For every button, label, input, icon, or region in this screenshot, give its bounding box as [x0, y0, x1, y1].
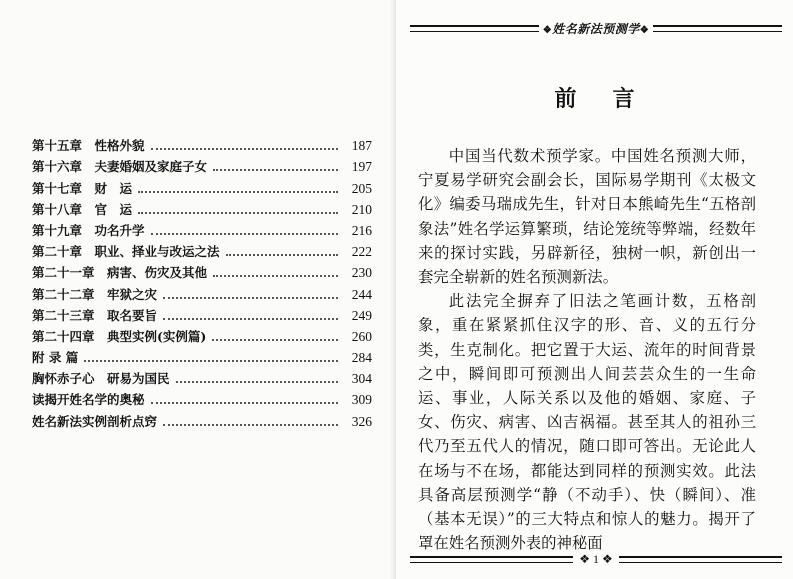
footer-rule-left: [410, 556, 573, 563]
toc-entry: [32, 218, 372, 239]
toc-entry: [32, 387, 372, 408]
left-page: [0, 0, 396, 579]
toc-leader-dots: [176, 381, 338, 383]
toc-leader-dots: [226, 254, 338, 256]
ornament-icon: ❖: [579, 551, 590, 566]
toc-leader-dots: [213, 169, 338, 171]
toc-entry-title: 胸怀赤子心 研易为国民: [32, 371, 170, 387]
toc-leader-dots: [163, 424, 338, 426]
toc-entry-page: 210: [351, 201, 372, 217]
toc-entry: [32, 175, 372, 196]
paragraph: 中国当代数术预学家。中国姓名预测大师，宁夏易学研究会副会长，国际易学期刊《太极文化》编委马瑞成先生，针对日本熊崎先生“五格剖象法”姓名学运算繁琐，结论笼统等弊端，经数年来的探讨实践，另辟新径，独树一帜，新创出一套完全崭新的姓名预测新法。: [418, 147, 756, 287]
toc-entry: [32, 324, 372, 345]
toc-entry-title: 读揭开姓名学的奥秘: [32, 392, 145, 408]
toc-entry-title: 第十六章 夫妻婚姻及家庭子女: [32, 159, 208, 175]
toc-leader-dots: [163, 297, 338, 299]
toc-entry: [32, 408, 372, 429]
toc-entry-page: 222: [351, 244, 372, 260]
toc-entry: [32, 133, 372, 154]
toc-entry: [32, 154, 372, 175]
toc-entry-page: 309: [351, 392, 372, 408]
toc-entry: [32, 345, 372, 366]
ornament-icon: ❖: [602, 551, 613, 566]
page-footer: [410, 553, 782, 565]
toc-leader-dots: [163, 318, 338, 320]
toc-leader-dots: [213, 275, 338, 277]
section-heading: 前言: [554, 86, 671, 112]
toc-entry-title: 附 录 篇: [32, 350, 79, 366]
toc-entry-page: 260: [351, 328, 372, 344]
page-number-group: [573, 552, 619, 567]
toc-entry-title: 第十九章 功名升学: [32, 222, 145, 238]
ornament-icon: ❖: [542, 24, 553, 36]
toc-entry-page: 244: [351, 286, 372, 302]
toc-entry-title: 第二十三章 取名要旨: [32, 307, 158, 323]
toc-entry-page: 205: [351, 180, 372, 196]
toc-leader-dots: [84, 360, 338, 362]
toc-leader-dots: [151, 148, 338, 150]
toc-entry-page: 284: [351, 350, 372, 366]
toc-entry: [32, 197, 372, 218]
toc-entry-title: 第十七章 财 运: [32, 180, 133, 196]
toc-entry: [32, 281, 372, 302]
toc-entry-title: 第二十二章 牢狱之灾: [32, 286, 158, 302]
paragraph: 此法完全摒弃了旧法之笔画计数，五格剖象，重在紧紧抓住汉字的形、音、义的五行分类，生克制化。把它置于大运、流年的时间背景之中，瞬间即可预测出人间芸芸众生的一生命运、事业，人际关系以及他的婚姻、家庭、子女、伤灾、病害、凶吉祸福。甚至其人的祖孙三代乃至五代人的情况，随口即可答出。无论此人在场与不在场，都能达到同样的预测实效。此法具备高层预测学“静（不动手）、快（瞬间）、准（基本无误）”的三大特点和惊人的魅力。揭开了罩在姓名预测外表的神秘面: [418, 292, 756, 553]
toc-entry-page: 304: [351, 371, 372, 387]
toc-entry-page: 326: [351, 413, 372, 429]
toc-entry-page: 197: [351, 159, 372, 175]
toc-leader-dots: [138, 191, 338, 193]
preface-body: [418, 144, 756, 555]
toc-entry-page: 249: [351, 307, 372, 323]
toc-entry-title: 第二十章 职业、择业与改运之法: [32, 244, 220, 260]
toc-entry-title: 姓名新法实例剖析点窍: [32, 413, 158, 429]
toc-leader-dots: [212, 339, 338, 341]
toc-entry: [32, 260, 372, 281]
header-rule-left: [410, 25, 539, 32]
toc-leader-dots: [151, 402, 338, 404]
running-header-title: 姓名新法预测学: [552, 21, 640, 36]
footer-rule-right: [619, 556, 782, 563]
running-header-text: [539, 20, 653, 37]
toc-entry-page: 187: [351, 138, 372, 154]
toc-entry: [32, 303, 372, 324]
toc-entry-title: 第二十四章 典型实例(实例篇): [32, 328, 207, 344]
page-number: 1: [593, 551, 599, 566]
ornament-icon: ❖: [639, 24, 650, 36]
toc-entry-title: 第十五章 性格外貌: [32, 138, 145, 154]
toc-entry: [32, 366, 372, 387]
toc-leader-dots: [151, 233, 338, 235]
toc-entry-page: 216: [351, 222, 372, 238]
toc-entry-title: 第二十一章 病害、伤灾及其他: [32, 265, 208, 281]
toc-entry-title: 第十八章 官 运: [32, 201, 133, 217]
toc-entry-page: 230: [351, 265, 372, 281]
running-header: [410, 22, 782, 34]
table-of-contents: [32, 133, 372, 430]
toc-leader-dots: [138, 212, 338, 214]
toc-entry: [32, 239, 372, 260]
header-rule-right: [653, 25, 782, 32]
